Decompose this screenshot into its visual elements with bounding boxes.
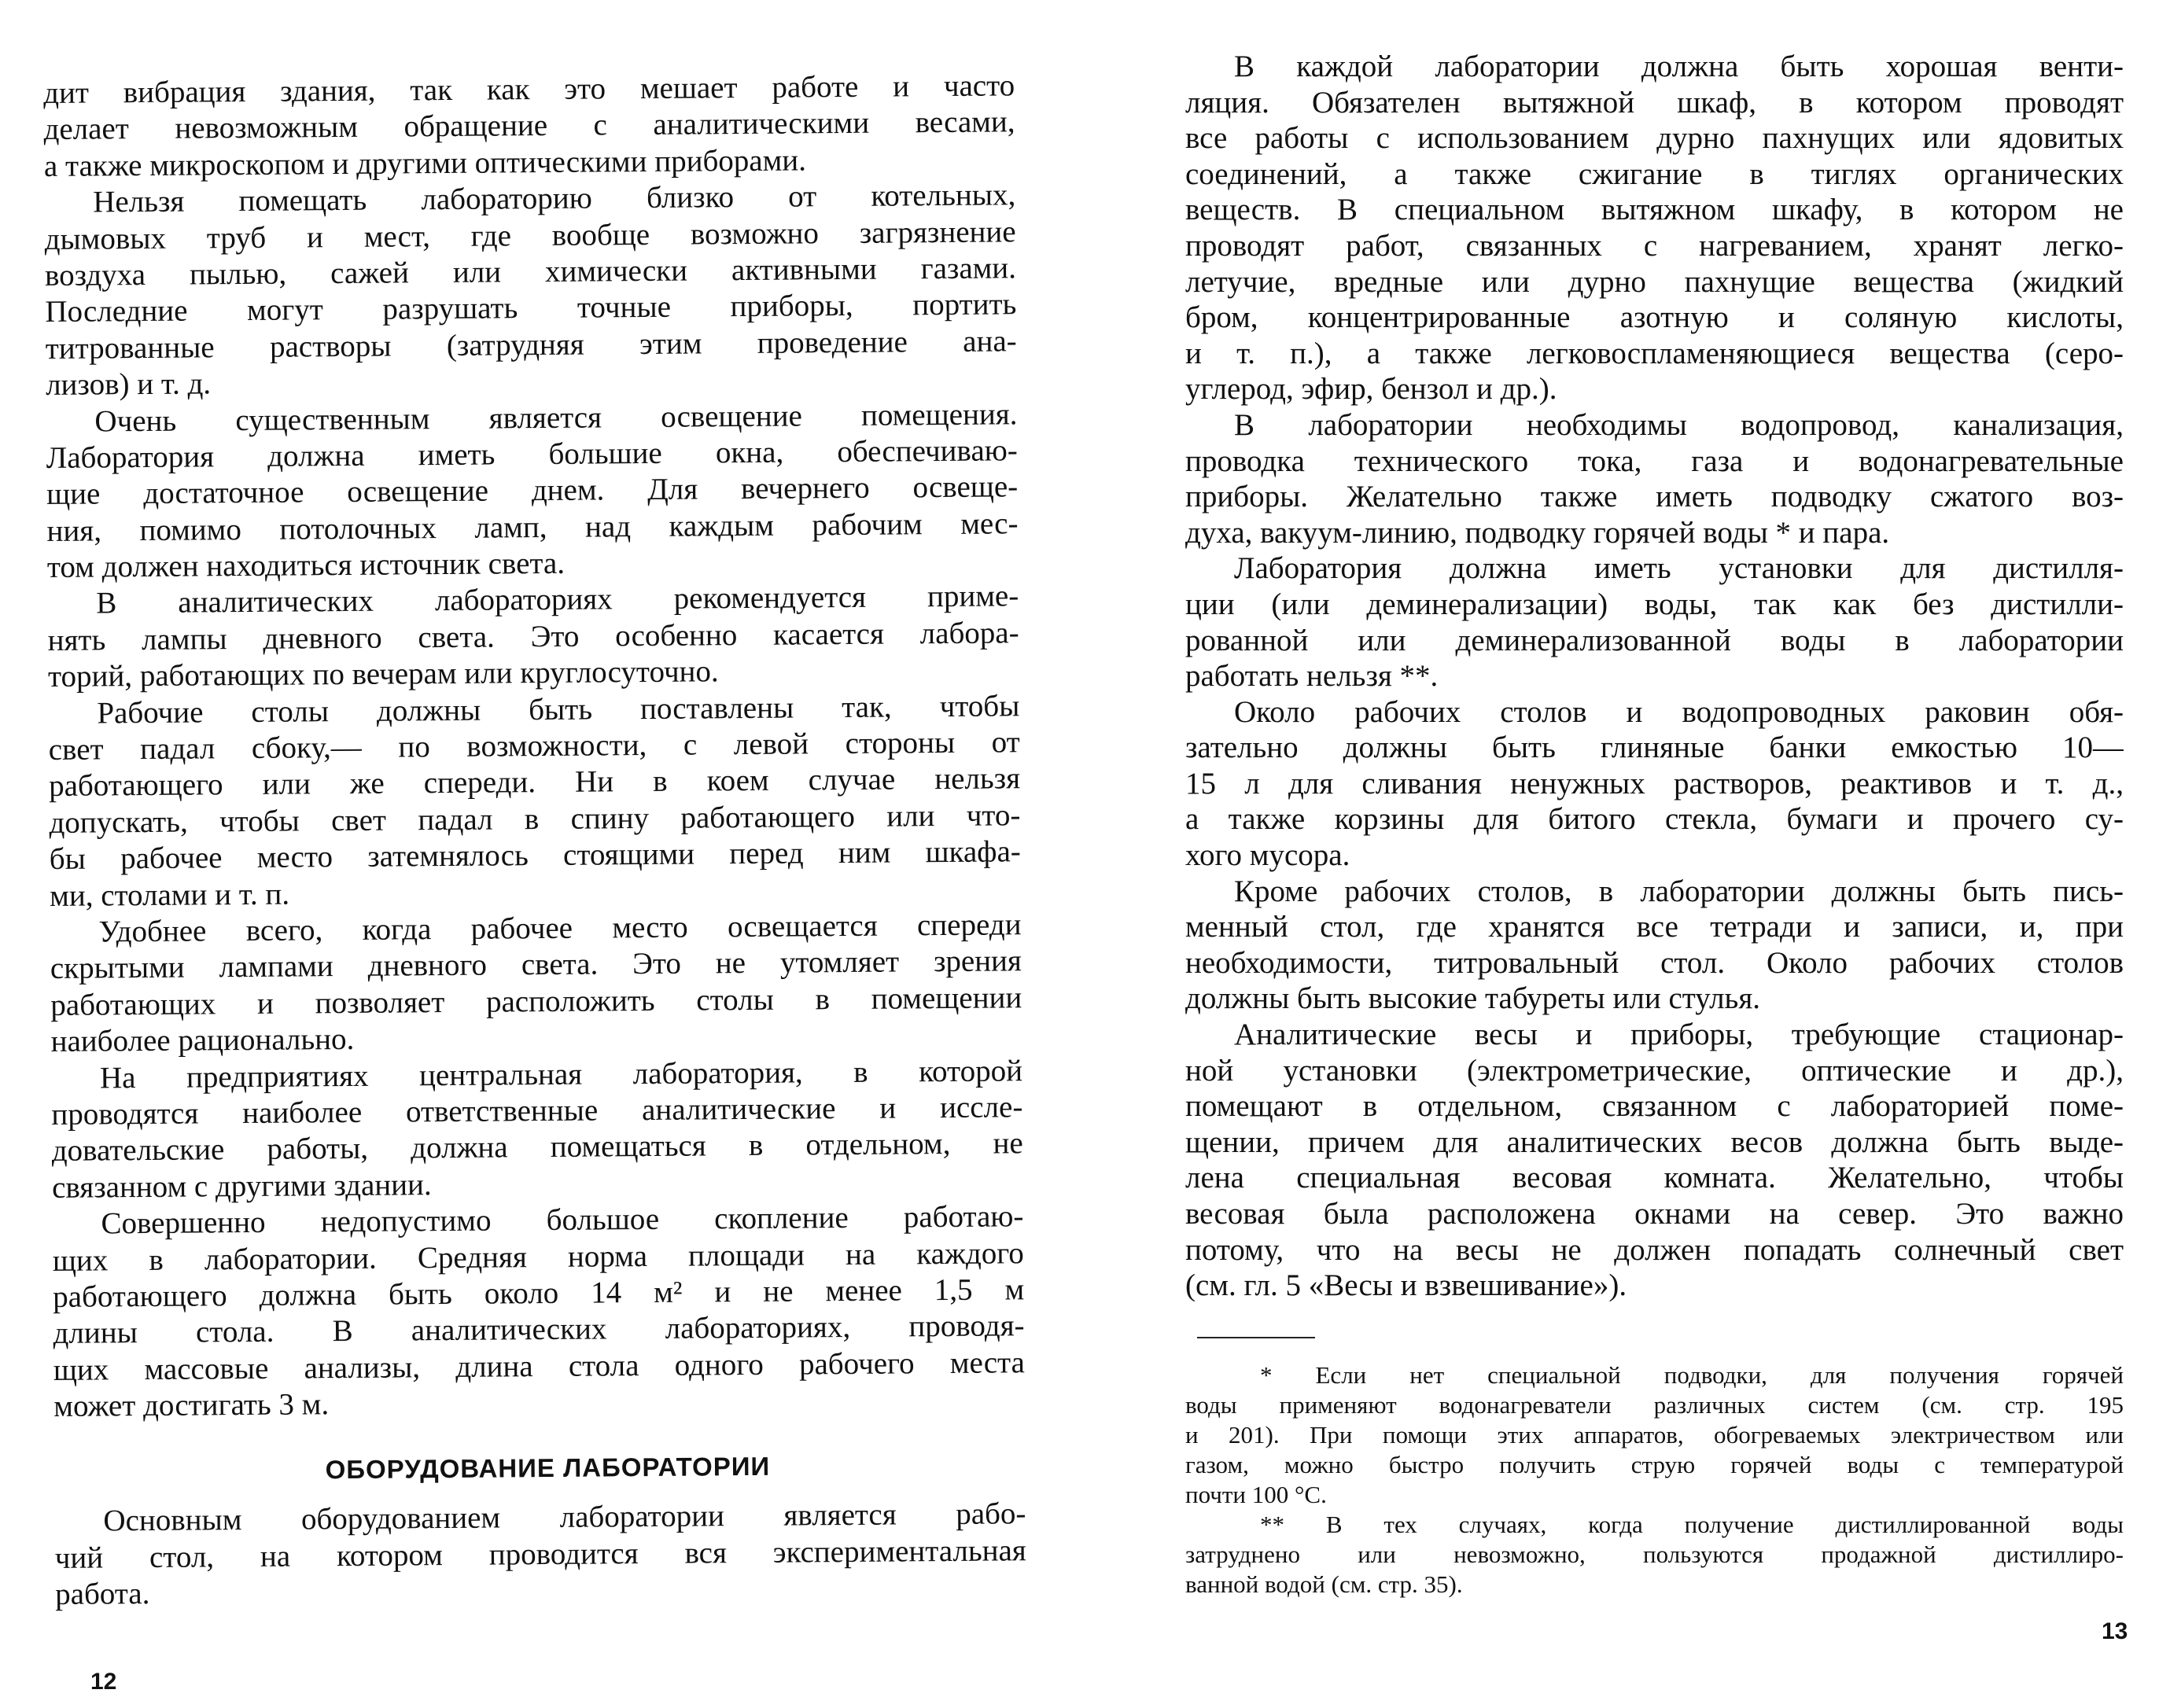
text-line: работа. (55, 1577, 150, 1612)
text-line: связанном с другими здании. (51, 1167, 432, 1205)
text-line: делает невозможным обращение с аналитическими весами, (43, 105, 1015, 147)
page-number-left: 12 (90, 1669, 117, 1695)
paragraph (1185, 1510, 2124, 1599)
text-line: проводка технического тока, газа и водонагревательные (1185, 444, 2124, 478)
text-line: хого мусора. (1185, 838, 1350, 873)
text-line: довательские работы, должна помещаться в отдельном, не (51, 1126, 1023, 1169)
text-line: щении, причем для аналитических весов должна быть выде- (1185, 1125, 2124, 1159)
text-line: Нельзя помещать лабораторию близко от котельных, (93, 178, 1016, 219)
text-line: ванной водой (см. стр. 35). (1185, 1570, 1463, 1598)
paragraph (46, 396, 1019, 587)
text-line: ляция. Обязателен вытяжной шкаф, в котором проводят (1185, 85, 2124, 120)
text-line: а также микроскопом и другими оптическими приборами. (43, 143, 807, 183)
text-line: помещают в отдельном, связанном с лабораторией поме- (1185, 1089, 2124, 1124)
text-line: Аналитические весы и приборы, требующие стационар- (1234, 1018, 2124, 1052)
text-line: Около рабочих столов и водопроводных раковин обя- (1234, 694, 2124, 729)
text-line: дымовых труб и мест, где вообще возможно загрязнение (44, 214, 1016, 256)
text-line: менный стол, где хранятся все тетради и записи, и, при (1185, 910, 2124, 944)
text-line: торий, работающих по вечерам или круглосуточно. (47, 654, 719, 694)
paragraph (52, 1198, 1025, 1425)
text-line: газом, можно быстро получить струю горячей воды с температурой (1185, 1451, 2124, 1478)
paragraph (51, 1053, 1023, 1206)
text-line: весовая была расположена окнами на север. Это важно (1185, 1197, 2124, 1231)
paragraph (1185, 694, 2124, 874)
text-line: работающего должна быть около 14 м² и не менее 1,5 м (53, 1272, 1025, 1314)
text-line: бы рабочее место затемнялось стоящими перед ним шкафа- (49, 834, 1021, 877)
text-line: В аналитических лабораториях рекомендуется приме- (96, 579, 1019, 620)
text-line: том должен находиться источник света. (46, 546, 566, 585)
text-line: работающего или же спереди. Ни в коем случае нельзя (48, 761, 1021, 804)
text-line: * Если нет специальной подводки, для получения горячей (1260, 1361, 2124, 1389)
text-line: должны быть высокие табуреты или стулья. (1185, 981, 1761, 1016)
text-line: допускать, чтобы свет падал в спину работающего или что- (49, 798, 1021, 840)
right-page-body (1185, 49, 2124, 1304)
text-line: нять лампы дневного света. Это особенно касается лабора- (47, 616, 1019, 657)
text-line: щие достаточное освещение днем. Для вечернего освеще- (46, 469, 1019, 512)
left-page-section-body (54, 1496, 1026, 1614)
paragraph (47, 579, 1019, 696)
text-line: свет падал сбоку,— по возможности, с левой стороны от (48, 725, 1020, 767)
left-page-body (43, 68, 1025, 1425)
text-line: Основным оборудованием лаборатории является рабо- (103, 1496, 1026, 1538)
text-line: ния, помимо потолочных ламп, над каждым рабочим мес- (46, 506, 1019, 548)
paragraph (43, 68, 1015, 185)
text-line: Совершенно недопустимо большое скопление работаю- (101, 1199, 1024, 1241)
text-line: духа, вакуум-линию, подводку горячей воды * и пара. (1185, 515, 1890, 550)
text-line: необходимости, титровальный стол. Около рабочих столов (1185, 945, 2124, 980)
text-line: скрытыми лампами дневного света. Это не утомляет зрения (50, 944, 1022, 986)
text-line: рованной или деминерализованной воды в лаборатории (1185, 623, 2124, 657)
text-line: титрованные растворы (затрудняя этим проведение ана- (45, 324, 1017, 366)
text-line: Кроме рабочих столов, в лаборатории должны быть пись- (1234, 874, 2124, 908)
text-line: все работы с использованием дурно пахнущих или ядовитых (1185, 121, 2124, 156)
paragraph (1185, 1017, 2124, 1304)
text-line: работать нельзя **. (1185, 659, 1439, 694)
paragraph (1185, 1360, 2124, 1510)
text-line: затруднено или невозможно, пользуются продажной дистиллиро- (1185, 1541, 2124, 1568)
text-line: а также корзины для битого стекла, бумаги и прочего су- (1185, 802, 2124, 837)
text-line: ции (или деминерализации) воды, так как без дистилли- (1185, 587, 2124, 621)
text-line: ми, столами и т. п. (50, 877, 290, 913)
paragraph (54, 1496, 1026, 1614)
text-line: ной установки (электрометрические, оптические и др.), (1185, 1053, 2124, 1088)
text-line: и т. п.), а также легковоспламеняющиеся вещества (серо- (1185, 336, 2124, 370)
paragraph (1185, 407, 2124, 550)
text-line: щих массовые анализы, длина стола одного рабочего места (53, 1345, 1026, 1387)
left-page-text (43, 68, 1026, 1613)
text-line: соединений, а также сжигание в тиглях органических (1185, 156, 2124, 191)
text-line: Рабочие столы должны быть поставлены так, чтобы (97, 688, 1020, 731)
text-line: щих в лаборатории. Средняя норма площади на каждого (52, 1235, 1024, 1278)
text-line: воды применяют водонагреватели различных систем (см. стр. 195 (1185, 1391, 2124, 1419)
paragraph (48, 688, 1021, 915)
paragraph (44, 177, 1017, 403)
text-line: Удобнее всего, когда рабочее место освещается спереди (98, 907, 1022, 949)
text-line: Последние могут разрушать точные приборы, портить (45, 287, 1017, 329)
text-line: летучие, вредные или дурно пахнущие вещества (жидкий (1185, 264, 2124, 299)
text-line: дит вибрация здания, так как это мешает работе и часто (43, 68, 1015, 110)
paragraph (1185, 49, 2124, 407)
text-line: лизов) и т. д. (45, 366, 212, 403)
text-line: проводят работ, связанных с нагреванием, хранят легко- (1185, 228, 2124, 263)
text-line: На предприятиях центральная лаборатория, в которой (99, 1053, 1023, 1095)
text-line: работающих и позволяет расположить столы в помещении (50, 981, 1022, 1022)
text-line: зательно должны быть глиняные банки емкостью 10— (1185, 731, 2124, 765)
text-line: лена специальная весовая комната. Желательно, чтобы (1185, 1161, 2124, 1195)
text-line: длины стола. В аналитических лабораториях, проводя- (53, 1309, 1025, 1351)
text-line: чий стол, на котором проводится вся экспериментальная (54, 1533, 1026, 1575)
text-line: проводятся наиболее ответственные аналитические и иссле- (51, 1090, 1023, 1132)
page-number-right: 13 (2102, 1618, 2128, 1644)
text-line: (см. гл. 5 «Весы и взвешивание»). (1185, 1268, 1627, 1303)
text-line: и 201). При помощи этих аппаратов, обогреваемых электричеством или (1185, 1421, 2124, 1448)
text-line: бром, концентрированные азотную и соляную кислоты, (1185, 300, 2124, 335)
paragraph (1185, 550, 2124, 694)
text-line: веществ. В специальном вытяжном шкафу, в котором не (1185, 193, 2124, 227)
paragraph (50, 907, 1022, 1060)
text-line: может достигать 3 м. (53, 1387, 330, 1424)
text-line: почти 100 °С. (1185, 1481, 1327, 1508)
paragraph (1185, 874, 2124, 1017)
footnotes (1185, 1360, 2124, 1599)
text-line: В лаборатории необходимы водопровод, канализация, (1234, 407, 2124, 442)
right-page-text (1185, 49, 2124, 1304)
text-line: Лаборатория должна иметь установки для дистилля- (1234, 551, 2124, 586)
section-heading: ОБОРУДОВАНИЕ ЛАБОРАТОРИИ (325, 1452, 771, 1485)
text-line: ** В тех случаях, когда получение дистиллированной воды (1260, 1511, 2124, 1538)
text-line: Лаборатория должна иметь большие окна, обеспечиваю- (46, 433, 1018, 475)
footnote-divider (1197, 1337, 1315, 1338)
text-line: В каждой лаборатории должна быть хорошая венти- (1234, 50, 2124, 83)
text-line: воздуха пылью, сажей или химически активными газами. (44, 251, 1017, 293)
text-line: наиболее рационально. (50, 1022, 355, 1059)
text-line: 15 л для сливания ненужных растворов, реактивов и т. д., (1185, 766, 2124, 801)
text-line: Очень существенным является освещение помещения. (94, 396, 1018, 439)
text-line: приборы. Желательно также иметь подводку сжатого воз- (1185, 480, 2124, 514)
text-line: потому, что на весы не должен попадать солнечный свет (1185, 1232, 2124, 1267)
text-line: углерод, эфир, бензол и др.). (1185, 372, 1557, 407)
